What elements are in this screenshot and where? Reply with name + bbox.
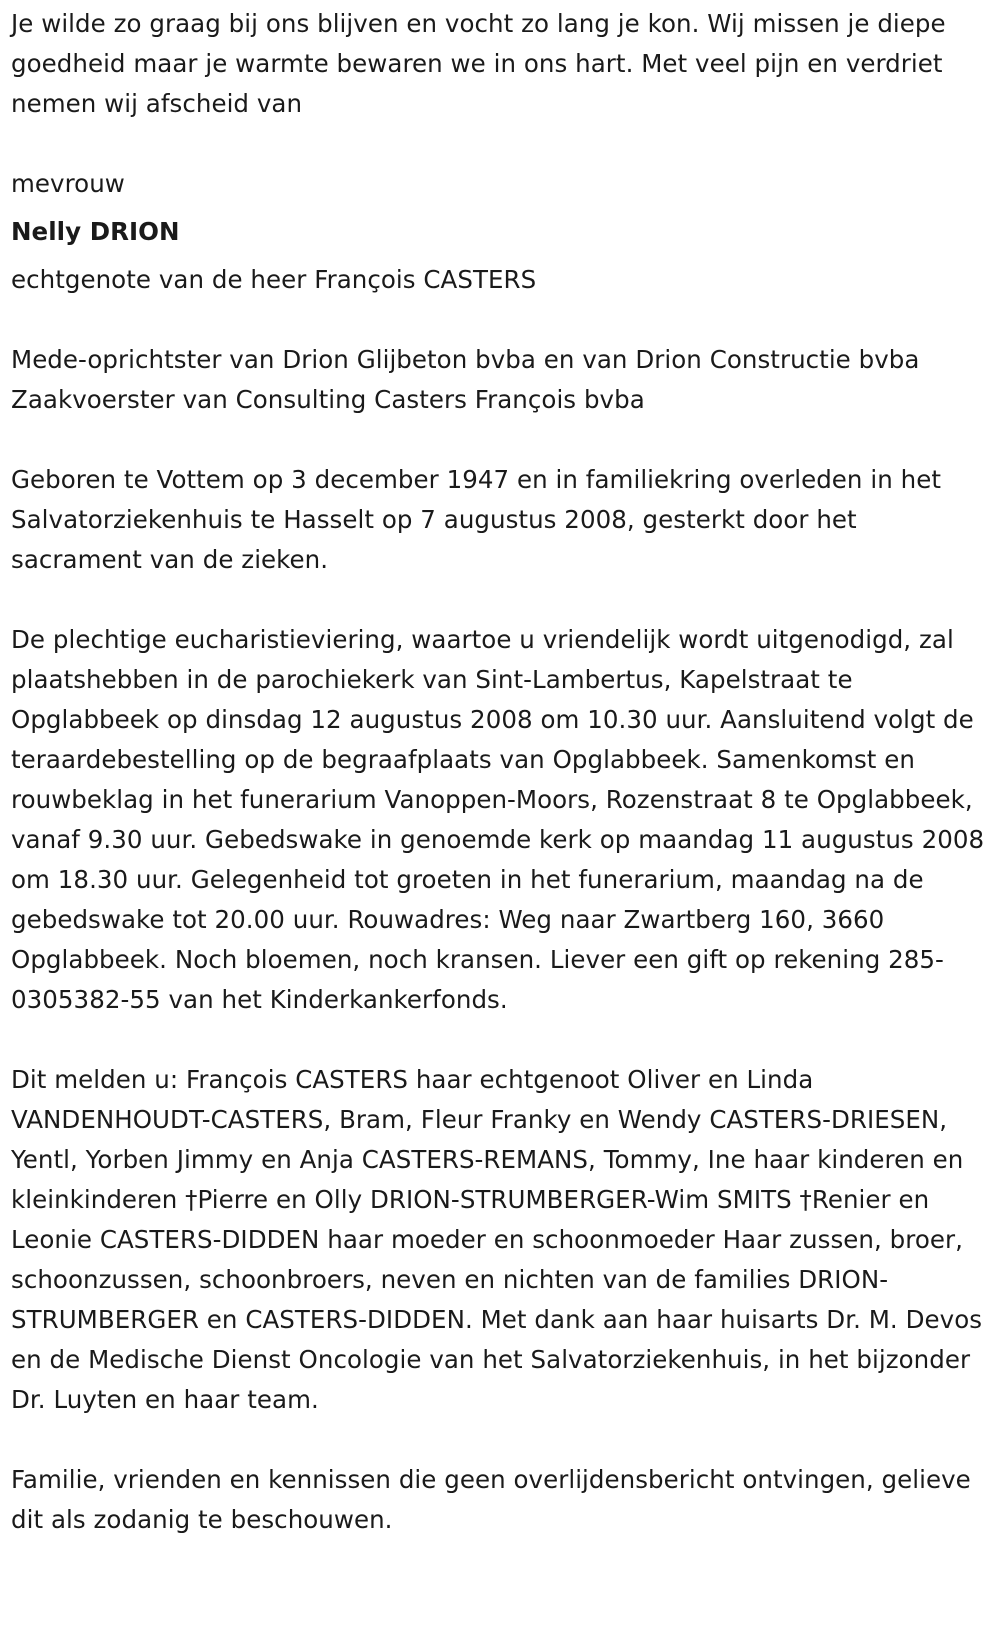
- intro-paragraph: Je wilde zo graag bij ons blijven en vocht zo lang je kon. Wij missen je diepe goedheid maar je warmte bewaren we in ons hart. Met veel pijn en verdriet nemen wij afscheid van: [11, 9, 946, 118]
- spacer: [11, 1020, 990, 1060]
- role-paragraph: Mede-oprichtster van Drion Glijbeton bvba en van Drion Constructie bvba Zaakvoerster van Consulting Casters François bvba: [11, 345, 920, 414]
- deceased-name: Nelly DRION: [11, 217, 180, 246]
- honorific: mevrouw: [11, 169, 125, 198]
- spacer: [11, 124, 990, 164]
- birth-death-paragraph: Geboren te Vottem op 3 december 1947 en in familiekring overleden in het Salvatorziekenhuis te Hasselt op 7 augustus 2008, gesterkt door het sacrament van de zieken.: [11, 465, 941, 574]
- closing-paragraph: Familie, vrienden en kennissen die geen overlijdensbericht ontvingen, gelieve dit als zodanig te beschouwen.: [11, 1465, 971, 1534]
- spacer: [11, 300, 990, 340]
- ceremony-paragraph: De plechtige eucharistieviering, waartoe u vriendelijk wordt uitgenodigd, zal plaatshebben in de parochiekerk van Sint-Lambertus, Kapelstraat te Opglabbeek op dinsdag 12 augustus 2008 om 10.30 uur. Aansluitend volgt de teraardebestelling op de begraafplaats van Opglabbeek. Samenkomst en rouwbeklag in het funerarium Vanoppen-Moors, Rozenstraat 8 te Opglabbeek, vanaf 9.30 uur. Gebedswake in genoemde kerk op maandag 11 augustus 2008 om 18.30 uur. Gelegenheid tot groeten in het funerarium, maandag na de gebedswake tot 20.00 uur. Rouwadres: Weg naar Zwartberg 160, 3660 Opglabbeek. Noch bloemen, noch kransen. Liever een gift op rekening 285-0305382-55 van het Kinderkankerfonds.: [11, 625, 985, 1014]
- spacer: [11, 252, 990, 260]
- spouse-line: echtgenote van de heer François CASTERS: [11, 265, 537, 294]
- family-paragraph: Dit melden u: François CASTERS haar echtgenoot Oliver en Linda VANDENHOUDT-CASTERS, Bram, Fleur Franky en Wendy CASTERS-DRIESEN, Yentl, Yorben Jimmy en Anja CASTERS-REMANS, Tommy, Ine haar kinderen en kleinkinderen †Pierre en Olly DRION-STRUMBERGER-Wim SMITS †Renier en Leonie CASTERS-DIDDEN haar moeder en schoonmoeder Haar zussen, broer, schoonzussen, schoonbroers, neven en nichten van de families DRION-STRUMBERGER en CASTERS-DIDDEN. Met dank aan haar huisarts Dr. M. Devos en de Medische Dienst Oncologie van het Salvatorziekenhuis, in het bijzonder Dr. Luyten en haar team.: [11, 1065, 983, 1414]
- spacer: [11, 420, 990, 460]
- spacer: [11, 1420, 990, 1460]
- spacer: [11, 580, 990, 620]
- spacer: [11, 204, 990, 212]
